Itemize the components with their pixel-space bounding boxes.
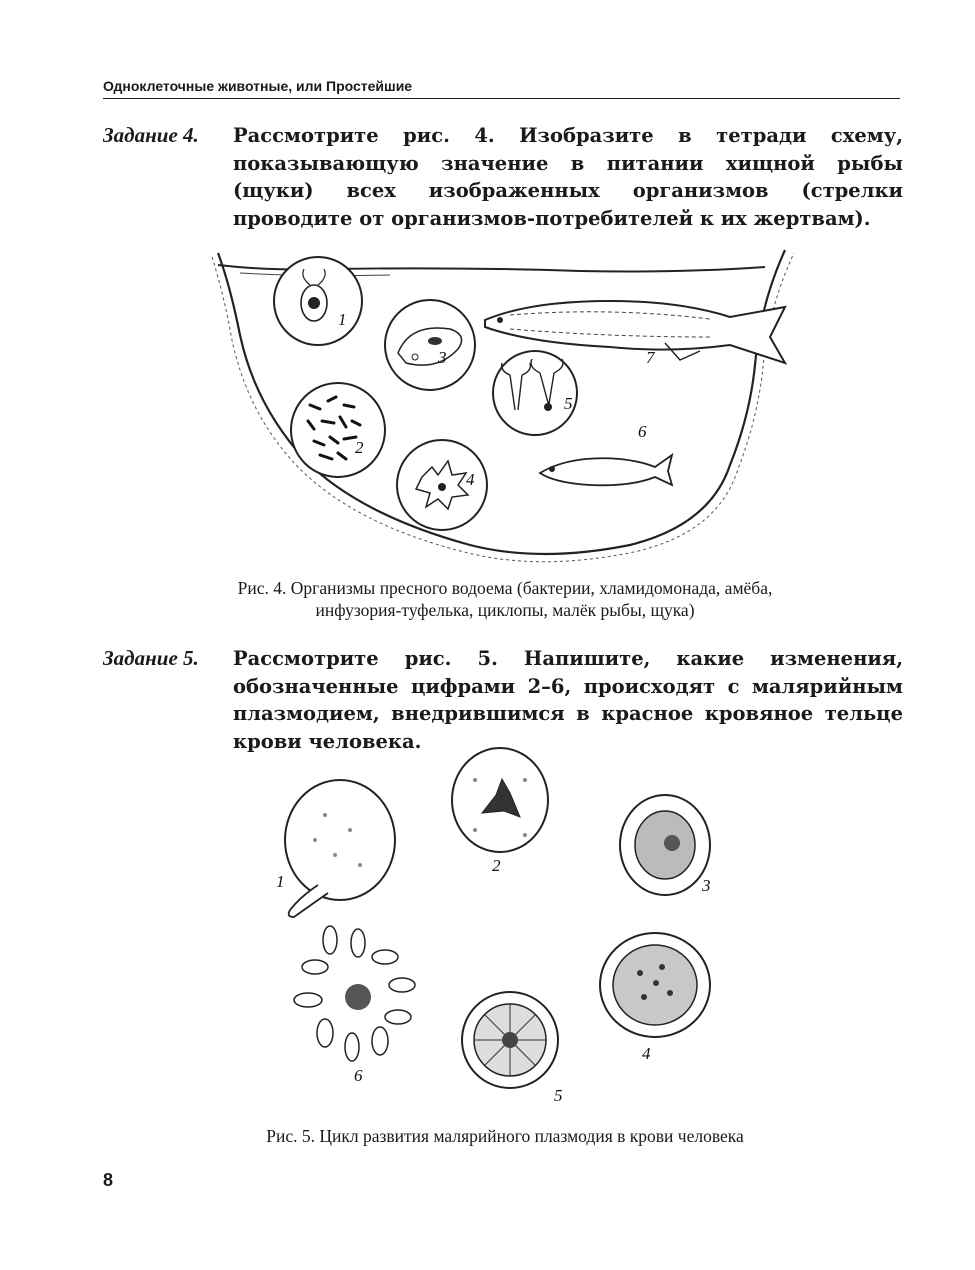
figure-4-caption-line-2: инфузория-туфелька, циклопы, малёк рыбы, щука) <box>315 600 695 620</box>
fig4-num-2: 2 <box>355 438 364 457</box>
fig4-num-5: 5 <box>564 394 573 413</box>
cell-stage-2 <box>452 748 548 852</box>
task-4-label: Задание 4. <box>103 123 199 147</box>
figure-5-plasmodium <box>270 735 730 1110</box>
fig5-num-6: 6 <box>354 1066 363 1085</box>
cyclops-circle <box>493 351 577 435</box>
cell-stage-1 <box>285 780 395 917</box>
task-4-text: Рассмотрите рис. 4. Изобразите в тетради схему, показывающую значение в питании хищной рыбы (щуки) всех изображенных организмов (стрелки проводите от организмов-потребителей к их жертвам). <box>233 124 903 230</box>
fig5-num-3: 3 <box>702 876 711 895</box>
figure-4-caption <box>160 577 850 621</box>
bacteria-circle <box>291 383 385 477</box>
fig5-num-5: 5 <box>554 1086 563 1105</box>
figure-4-pond <box>210 245 800 570</box>
chlamydomonas-circle <box>274 257 362 345</box>
paramecium-circle <box>385 300 475 390</box>
fig4-num-3: 3 <box>438 348 447 367</box>
running-header: Одноклеточные животные, или Простейшие <box>103 78 900 99</box>
fig4-num-4: 4 <box>466 470 475 489</box>
merozoites-stage-6 <box>294 926 415 1061</box>
fig4-num-7: 7 <box>646 348 655 367</box>
cell-stage-3 <box>620 795 710 895</box>
task-4 <box>103 122 903 232</box>
cell-stage-5 <box>462 992 558 1088</box>
cell-stage-4 <box>600 933 710 1037</box>
task-5-text: Рассмотрите рис. 5. Напишите, какие изменения, обозначенные цифрами 2–6, происходят с малярийным плазмодием, внедрившимся в красное кровяное тельце крови человека. <box>233 647 903 753</box>
figure-4-caption-line-1: Рис. 4. Организмы пресного водоема (бактерии, хламидомонада, амёба, <box>237 578 773 598</box>
fig4-num-1: 1 <box>338 310 347 329</box>
fig5-num-1: 1 <box>276 872 285 891</box>
fig5-num-2: 2 <box>492 856 501 875</box>
fish-fry <box>540 455 672 485</box>
page-number: 8 <box>103 1170 114 1190</box>
task-5-label: Задание 5. <box>103 646 199 670</box>
fig4-num-6: 6 <box>638 422 647 441</box>
figure-5-caption: Рис. 5. Цикл развития малярийного плазмодия в крови человека <box>266 1126 744 1146</box>
fig5-num-4: 4 <box>642 1044 651 1063</box>
